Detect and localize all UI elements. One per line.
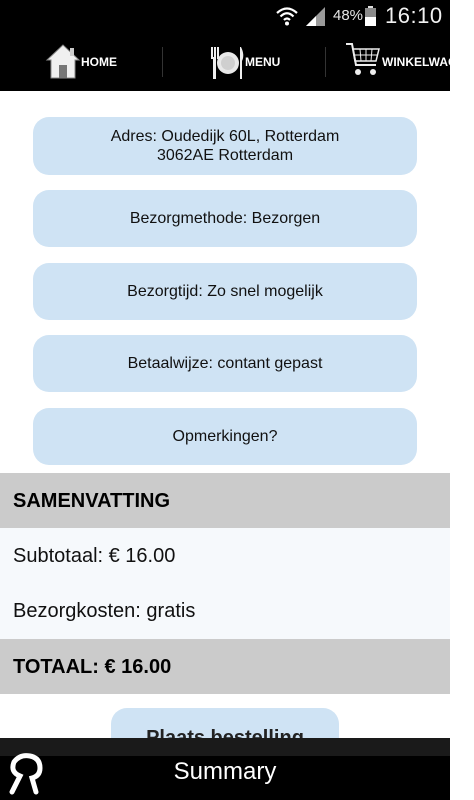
address-line-1: Adres: Oudedijk 60L, Rotterdam <box>110 128 340 145</box>
tab-menu-label: MENU <box>245 55 281 69</box>
subtotal-text: Subtotaal: € 16.00 <box>13 545 176 567</box>
battery-icon <box>365 6 376 26</box>
address-text <box>111 127 340 165</box>
delivery-time-label: Bezorgtijd: Zo snel mogelijk <box>127 283 323 300</box>
total-text: TOTAAL: € 16.00 <box>13 656 172 678</box>
tab-bar <box>0 33 474 91</box>
house-icon <box>46 43 80 79</box>
tab-menu[interactable] <box>164 33 325 91</box>
tab-winkelwagen[interactable] <box>327 33 474 91</box>
tab-divider <box>162 47 163 77</box>
summary-body <box>0 528 450 639</box>
address-line-2: 3062AE Rotterdam <box>156 147 294 164</box>
battery-percentage: 48% <box>333 7 364 24</box>
plate-cutlery-icon <box>208 43 246 81</box>
screen-title: Summary <box>173 758 277 785</box>
wifi-icon <box>276 6 298 26</box>
status-bar <box>0 0 450 33</box>
address-button[interactable] <box>33 117 417 175</box>
checkout-content[interactable] <box>0 91 450 738</box>
total-row <box>0 639 450 694</box>
signal-icon <box>304 5 326 27</box>
tab-divider <box>325 47 326 77</box>
tab-winkelwagen-label: WINKELWAGEN <box>382 55 474 69</box>
delivery-time-button[interactable] <box>33 263 417 320</box>
payment-method-button[interactable] <box>33 335 417 392</box>
delivery-method-button[interactable] <box>33 190 417 247</box>
summary-header-title: SAMENVATTING <box>13 490 171 512</box>
remarks-label: Opmerkingen? <box>172 428 278 445</box>
remarks-button[interactable] <box>33 408 417 465</box>
delivery-costs-text: Bezorgkosten: gratis <box>13 600 196 622</box>
bottom-bar-edge <box>0 738 450 756</box>
clock: 16:10 <box>385 3 443 28</box>
tab-home-label: HOME <box>81 55 117 69</box>
summary-header <box>0 473 450 528</box>
shopping-cart-icon <box>345 41 381 79</box>
bottom-bar <box>0 738 450 800</box>
payment-method-label: Betaalwijze: contant gepast <box>127 355 323 372</box>
delivery-method-label: Bezorgmethode: Bezorgen <box>129 210 321 227</box>
tab-home[interactable] <box>0 33 162 91</box>
